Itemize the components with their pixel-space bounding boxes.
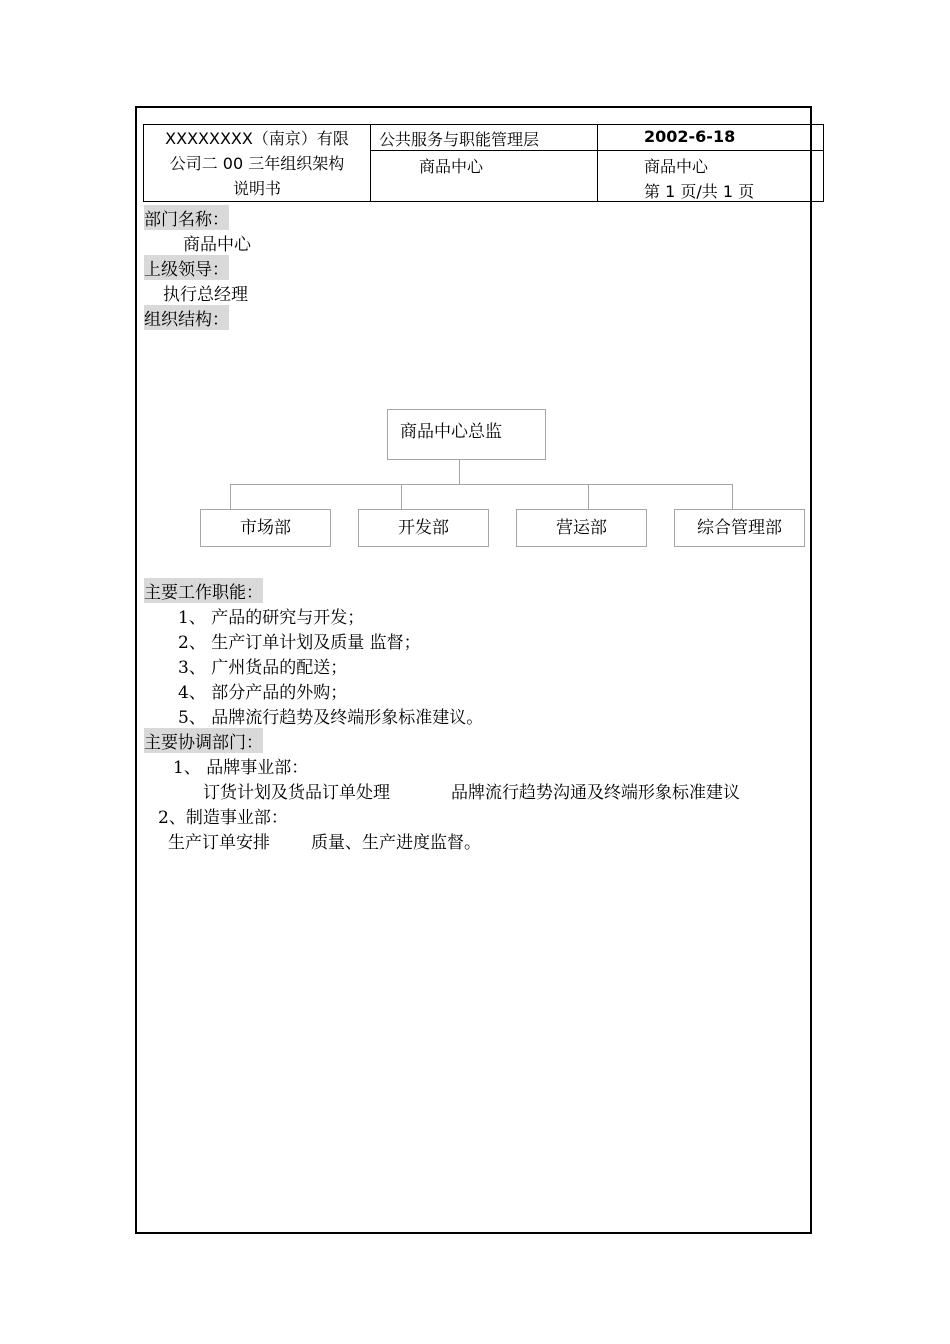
org-child-box bbox=[516, 509, 647, 547]
header-page-info: 第 1 页/共 1 页 bbox=[644, 182, 755, 201]
dept-name-value: 商品中心 bbox=[183, 235, 251, 255]
header-row-divider bbox=[371, 150, 597, 151]
coordination-detail: 生产订单安排 bbox=[168, 833, 270, 853]
coordination-item-title: 2、制造事业部： bbox=[158, 808, 288, 828]
org-child-label: 市场部 bbox=[240, 518, 291, 538]
header-date: 2002-6-18 bbox=[644, 127, 736, 146]
connector-line bbox=[588, 484, 589, 510]
duties-label: 主要工作职能： bbox=[144, 578, 263, 603]
org-child-box bbox=[200, 509, 331, 547]
company-line-3: 说明书 bbox=[232, 179, 281, 198]
duty-item: 5、 品牌流行趋势及终端形象标准建议。 bbox=[178, 708, 484, 728]
org-child-box bbox=[358, 509, 489, 547]
duty-item: 1、 产品的研究与开发； bbox=[178, 608, 365, 628]
org-label: 组织结构： bbox=[144, 305, 229, 330]
coordination-detail: 品牌流行趋势沟通及终端形象标准建议 bbox=[451, 783, 740, 803]
header-dept-right: 商品中心 bbox=[644, 157, 709, 176]
duty-item: 4、 部分产品的外购； bbox=[178, 683, 348, 703]
coordination-detail: 订货计划及货品订单处理 bbox=[203, 783, 390, 803]
header-layer: 公共服务与职能管理层 bbox=[379, 130, 540, 149]
header-row-divider bbox=[598, 150, 823, 151]
coordination-item-title: 1、 品牌事业部： bbox=[173, 758, 309, 778]
header-table bbox=[143, 124, 824, 202]
superior-value: 执行总经理 bbox=[163, 285, 248, 305]
header-department: 商品中心 bbox=[419, 157, 484, 176]
dept-name-label: 部门名称： bbox=[144, 205, 229, 230]
duty-item: 2、 生产订单计划及质量 监督； bbox=[178, 633, 421, 653]
superior-label: 上级领导： bbox=[144, 255, 229, 280]
connector-line bbox=[401, 484, 402, 510]
connector-line bbox=[732, 484, 733, 510]
org-child-label: 开发部 bbox=[398, 518, 449, 538]
header-company-cell bbox=[144, 125, 371, 201]
org-root-box bbox=[387, 409, 546, 460]
org-root-label: 商品中心总监 bbox=[400, 422, 502, 442]
header-date-cell bbox=[598, 125, 823, 201]
org-child-box bbox=[674, 509, 805, 547]
connector-line bbox=[459, 460, 460, 485]
coordination-label: 主要协调部门： bbox=[144, 728, 263, 753]
connector-line bbox=[230, 484, 231, 510]
header-layer-cell bbox=[371, 125, 598, 201]
connector-line bbox=[230, 484, 733, 485]
coordination-detail: 质量、生产进度监督。 bbox=[311, 833, 481, 853]
company-line-1: XXXXXXXX（南京）有限 bbox=[165, 129, 349, 148]
org-child-label: 综合管理部 bbox=[697, 518, 782, 538]
duty-item: 3、 广州货品的配送； bbox=[178, 658, 348, 678]
org-child-label: 营运部 bbox=[556, 518, 607, 538]
company-line-2: 公司二 00 三年组织架构 bbox=[169, 154, 345, 173]
